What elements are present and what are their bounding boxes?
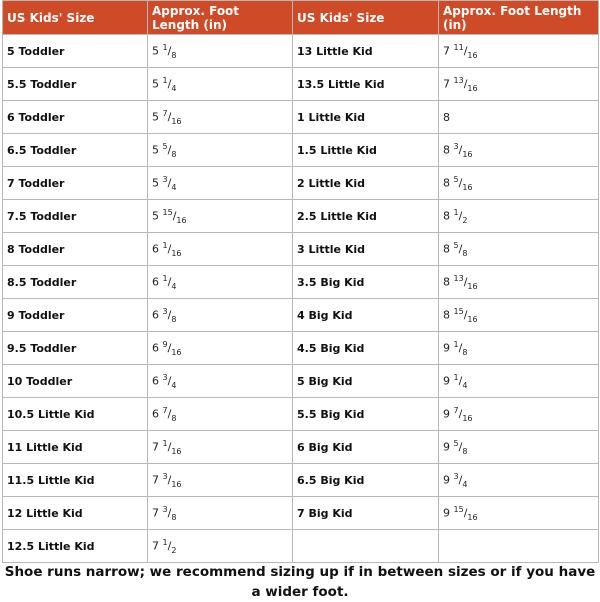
- size-cell: 6.5 Toddler: [3, 134, 148, 167]
- size-cell: 3.5 Big Kid: [293, 266, 439, 299]
- length-cell: 9 $^1/_8$: [439, 332, 599, 365]
- size-cell: 9.5 Toddler: [3, 332, 148, 365]
- length-denominator: 8: [171, 314, 177, 324]
- size-cell: 7 Big Kid: [293, 497, 439, 530]
- length-numerator: 3: [453, 471, 459, 481]
- size-table-body: [3, 35, 599, 563]
- size-cell: 1 Little Kid: [293, 101, 439, 134]
- size-cell: 7.5 Toddler: [3, 200, 148, 233]
- length-numerator: 7: [453, 405, 459, 415]
- length-denominator: 8: [171, 512, 177, 522]
- table-row: [3, 68, 599, 101]
- length-cell: 7 $^{11}/_{16}$: [439, 35, 599, 68]
- length-whole: 6: [152, 407, 159, 421]
- length-whole: 7: [152, 440, 159, 454]
- length-cell: 9 $^3/_4$: [439, 464, 599, 497]
- length-numerator: 3: [162, 372, 168, 382]
- header-size-left: US Kids' Size: [3, 1, 148, 35]
- length-denominator: 8: [171, 149, 177, 159]
- length-numerator: 3: [162, 504, 168, 514]
- length-whole: 7: [152, 506, 159, 520]
- length-whole: 9: [443, 440, 450, 454]
- length-numerator: 5: [453, 240, 459, 250]
- length-whole: 7: [152, 539, 159, 553]
- size-cell: 6 Toddler: [3, 101, 148, 134]
- length-numerator: 1: [162, 240, 168, 250]
- length-cell: 7 $^1/_2$: [148, 530, 293, 563]
- length-cell: 7 $^3/_8$: [148, 497, 293, 530]
- length-numerator: 1: [162, 537, 168, 547]
- length-denominator: 8: [171, 50, 177, 60]
- size-cell: 13 Little Kid: [293, 35, 439, 68]
- length-whole: 8: [443, 143, 450, 157]
- size-cell: 5 Toddler: [3, 35, 148, 68]
- length-cell: 9 $^{15}/_{16}$: [439, 497, 599, 530]
- length-denominator: 16: [462, 149, 473, 159]
- size-cell: 3 Little Kid: [293, 233, 439, 266]
- size-cell: 12.5 Little Kid: [3, 530, 148, 563]
- size-cell: [293, 530, 439, 563]
- length-numerator: 1: [453, 372, 459, 382]
- length-numerator: 9: [162, 339, 168, 349]
- size-cell: 10 Toddler: [3, 365, 148, 398]
- length-whole: 6: [152, 308, 159, 322]
- length-whole: 6: [152, 374, 159, 388]
- length-numerator: 7: [162, 108, 168, 118]
- size-chart: [2, 0, 598, 563]
- size-cell: 1.5 Little Kid: [293, 134, 439, 167]
- length-whole: 9: [443, 341, 450, 355]
- length-cell: 9 $^5/_8$: [439, 431, 599, 464]
- length-whole: 8: [443, 176, 450, 190]
- size-cell: 11.5 Little Kid: [3, 464, 148, 497]
- length-whole: 8: [443, 209, 450, 223]
- table-row: [3, 530, 599, 563]
- table-row: [3, 365, 599, 398]
- length-cell: 8 $^1/_2$: [439, 200, 599, 233]
- length-denominator: 16: [171, 347, 182, 357]
- length-cell: 5 $^7/_{16}$: [148, 101, 293, 134]
- length-denominator: 16: [176, 215, 187, 225]
- length-numerator: 7: [162, 405, 168, 415]
- length-cell: [439, 530, 599, 563]
- length-cell: 8 $^5/_{16}$: [439, 167, 599, 200]
- length-numerator: 15: [453, 504, 464, 514]
- table-row: [3, 497, 599, 530]
- header-size-right: US Kids' Size: [293, 1, 439, 35]
- length-numerator: 13: [453, 75, 464, 85]
- size-cell: 5 Big Kid: [293, 365, 439, 398]
- table-row: [3, 398, 599, 431]
- length-whole: 8: [443, 110, 450, 124]
- length-cell: 9 $^1/_4$: [439, 365, 599, 398]
- length-numerator: 15: [453, 306, 464, 316]
- length-denominator: 4: [171, 182, 177, 192]
- length-whole: 6: [152, 275, 159, 289]
- length-whole: 5: [152, 110, 159, 124]
- length-numerator: 5: [453, 438, 459, 448]
- length-denominator: 16: [467, 83, 478, 93]
- length-numerator: 15: [162, 207, 173, 217]
- length-cell: 5 $^1/_4$: [148, 68, 293, 101]
- length-denominator: 16: [467, 50, 478, 60]
- length-cell: 7 $^{13}/_{16}$: [439, 68, 599, 101]
- length-cell: 6 $^3/_8$: [148, 299, 293, 332]
- length-denominator: 4: [462, 479, 468, 489]
- size-cell: 8 Toddler: [3, 233, 148, 266]
- length-numerator: 1: [162, 438, 168, 448]
- length-denominator: 16: [171, 446, 182, 456]
- length-cell: [439, 101, 599, 134]
- length-denominator: 16: [462, 182, 473, 192]
- length-denominator: 16: [467, 512, 478, 522]
- length-whole: 8: [443, 275, 450, 289]
- table-row: [3, 299, 599, 332]
- length-cell: 5 $^5/_8$: [148, 134, 293, 167]
- length-whole: 6: [152, 341, 159, 355]
- length-whole: 8: [443, 308, 450, 322]
- table-row: [3, 101, 599, 134]
- length-denominator: 8: [462, 347, 468, 357]
- header-length-right: Approx. Foot Length (in): [439, 1, 599, 35]
- length-numerator: 1: [162, 42, 168, 52]
- size-cell: 2 Little Kid: [293, 167, 439, 200]
- length-denominator: 16: [462, 413, 473, 423]
- size-cell: 11 Little Kid: [3, 431, 148, 464]
- length-numerator: 3: [162, 174, 168, 184]
- length-cell: 6 $^7/_8$: [148, 398, 293, 431]
- length-denominator: 16: [171, 479, 182, 489]
- table-row: [3, 134, 599, 167]
- length-cell: 8 $^5/_8$: [439, 233, 599, 266]
- fit-note: Shoe runs narrow; we recommend sizing up if in between sizes or if you have a wider foot.: [4, 564, 596, 600]
- length-denominator: 16: [171, 116, 182, 126]
- table-row: [3, 35, 599, 68]
- length-whole: 9: [443, 506, 450, 520]
- length-whole: 9: [443, 473, 450, 487]
- length-cell: 8 $^{13}/_{16}$: [439, 266, 599, 299]
- length-cell: 8 $^3/_{16}$: [439, 134, 599, 167]
- size-table: [2, 0, 599, 563]
- length-whole: 5: [152, 44, 159, 58]
- table-row: [3, 431, 599, 464]
- size-cell: 9 Toddler: [3, 299, 148, 332]
- size-cell: 13.5 Little Kid: [293, 68, 439, 101]
- table-row: [3, 266, 599, 299]
- length-cell: 7 $^1/_{16}$: [148, 431, 293, 464]
- length-whole: 7: [152, 473, 159, 487]
- length-cell: 6 $^9/_{16}$: [148, 332, 293, 365]
- length-denominator: 4: [171, 83, 177, 93]
- length-denominator: 8: [171, 413, 177, 423]
- length-numerator: 1: [453, 207, 459, 217]
- size-cell: 6 Big Kid: [293, 431, 439, 464]
- length-numerator: 11: [453, 42, 464, 52]
- length-denominator: 16: [171, 248, 182, 258]
- length-whole: 9: [443, 407, 450, 421]
- length-numerator: 13: [453, 273, 464, 283]
- length-cell: 7 $^3/_{16}$: [148, 464, 293, 497]
- table-row: [3, 464, 599, 497]
- length-denominator: 4: [171, 380, 177, 390]
- length-numerator: 3: [453, 141, 459, 151]
- length-cell: 6 $^1/_4$: [148, 266, 293, 299]
- length-whole: 5: [152, 176, 159, 190]
- table-row: [3, 200, 599, 233]
- length-cell: 5 $^1/_8$: [148, 35, 293, 68]
- length-cell: 8 $^{15}/_{16}$: [439, 299, 599, 332]
- length-denominator: 4: [171, 281, 177, 291]
- length-whole: 8: [443, 242, 450, 256]
- length-numerator: 1: [453, 339, 459, 349]
- size-cell: 2.5 Little Kid: [293, 200, 439, 233]
- length-denominator: 16: [467, 281, 478, 291]
- length-numerator: 1: [162, 75, 168, 85]
- length-cell: 6 $^3/_4$: [148, 365, 293, 398]
- length-whole: 9: [443, 374, 450, 388]
- header-length-left: Approx. Foot Length (in): [148, 1, 293, 35]
- size-cell: 6.5 Big Kid: [293, 464, 439, 497]
- header-row: [3, 1, 599, 35]
- length-whole: 7: [443, 77, 450, 91]
- length-whole: 7: [443, 44, 450, 58]
- length-numerator: 3: [162, 306, 168, 316]
- size-cell: 7 Toddler: [3, 167, 148, 200]
- length-numerator: 5: [162, 141, 168, 151]
- size-cell: 10.5 Little Kid: [3, 398, 148, 431]
- length-cell: 6 $^1/_{16}$: [148, 233, 293, 266]
- length-cell: 5 $^{15}/_{16}$: [148, 200, 293, 233]
- size-cell: 5.5 Big Kid: [293, 398, 439, 431]
- table-row: [3, 167, 599, 200]
- size-cell: 4.5 Big Kid: [293, 332, 439, 365]
- length-denominator: 16: [467, 314, 478, 324]
- length-numerator: 1: [162, 273, 168, 283]
- length-numerator: 5: [453, 174, 459, 184]
- table-row: [3, 233, 599, 266]
- length-denominator: 2: [462, 215, 468, 225]
- length-numerator: 3: [162, 471, 168, 481]
- length-whole: 5: [152, 143, 159, 157]
- length-cell: 5 $^3/_4$: [148, 167, 293, 200]
- length-cell: 9 $^7/_{16}$: [439, 398, 599, 431]
- table-row: [3, 332, 599, 365]
- length-denominator: 8: [462, 248, 468, 258]
- length-whole: 5: [152, 77, 159, 91]
- size-cell: 8.5 Toddler: [3, 266, 148, 299]
- length-denominator: 8: [462, 446, 468, 456]
- length-denominator: 2: [171, 545, 177, 555]
- length-whole: 5: [152, 209, 159, 223]
- length-whole: 6: [152, 242, 159, 256]
- size-cell: 5.5 Toddler: [3, 68, 148, 101]
- size-cell: 12 Little Kid: [3, 497, 148, 530]
- length-denominator: 4: [462, 380, 468, 390]
- size-cell: 4 Big Kid: [293, 299, 439, 332]
